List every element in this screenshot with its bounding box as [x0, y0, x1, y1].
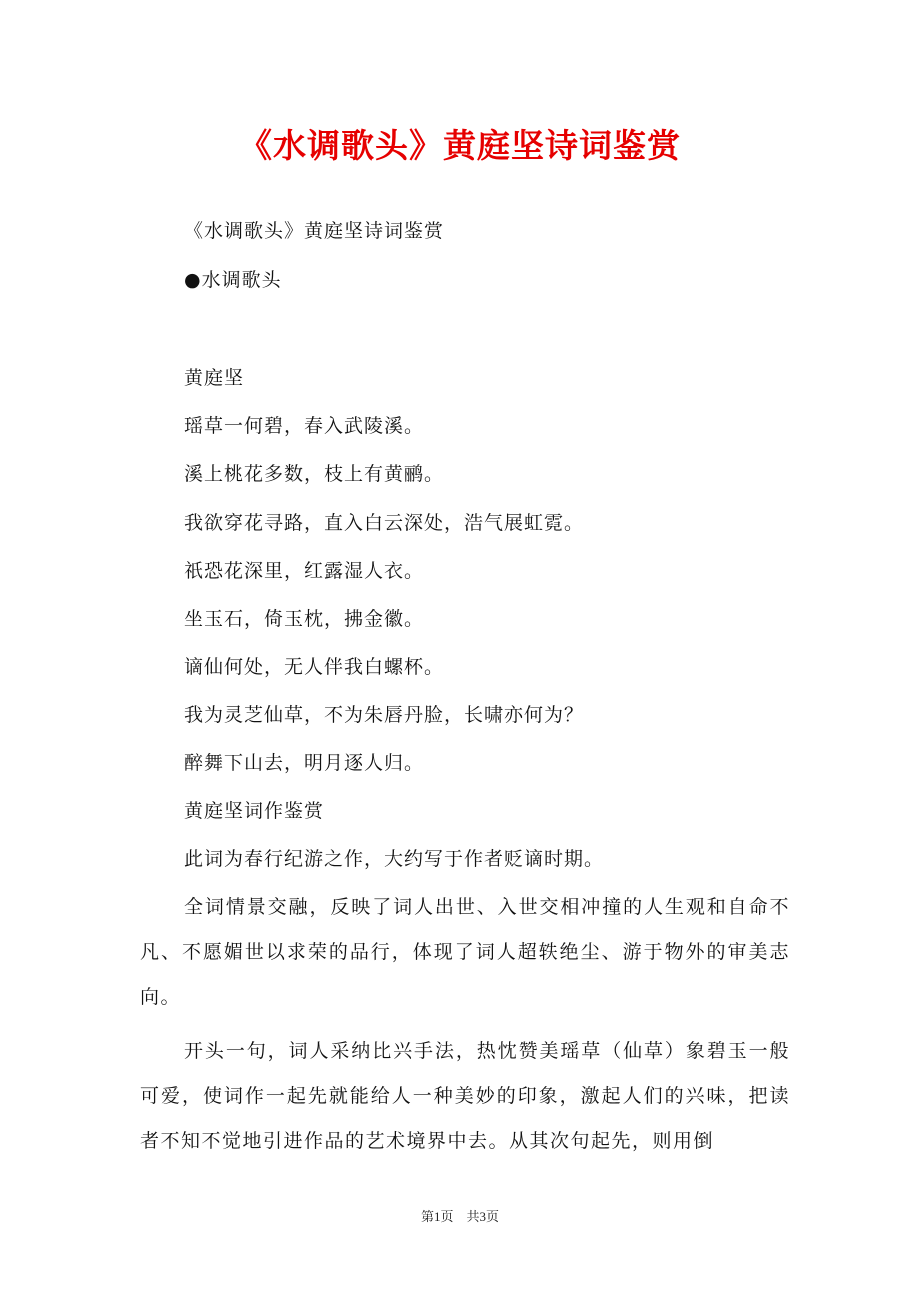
- poem-line: 溪上桃花多数，枝上有黄鹂。: [184, 463, 445, 485]
- document-title: 《水调歌头》黄庭坚诗词鉴赏: [239, 126, 681, 165]
- poem-heading: ●水调歌头: [184, 269, 282, 291]
- poem-line: 瑶草一何碧，春入武陵溪。: [184, 415, 425, 437]
- page-footer: 第1页 共3页: [420, 1209, 499, 1224]
- poem-line: 我为灵芝仙草，不为朱唇丹脸，长啸亦何为？: [184, 704, 585, 726]
- appreciation-heading: 黄庭坚词作鉴赏: [184, 800, 325, 822]
- appreciation-paragraph: 开头一句，词人采纳比兴手法，热忱赞美瑶草（仙草）象碧玉一般可爱，使词作一起先就能给人一种美妙的印象，激起人们的兴味，把读者不知不觉地引进作品的艺术境界中去。从其次句起先，则用倒: [140, 1040, 790, 1152]
- appreciation-intro: 此词为春行纪游之作，大约写于作者贬谪时期。: [184, 848, 605, 870]
- poem-line: 醉舞下山去，明月逐人归。: [184, 752, 425, 774]
- poem-line: 祇恐花深里，红露湿人衣。: [184, 560, 425, 582]
- poem-line: 谪仙何处，无人伴我白螺杯。: [184, 656, 445, 678]
- poem-line: 坐玉石，倚玉枕，拂金徽。: [184, 608, 425, 630]
- poem-author: 黄庭坚: [184, 367, 245, 389]
- subtitle-line: 《水调歌头》黄庭坚诗词鉴赏: [184, 220, 445, 242]
- appreciation-paragraph: 全词情景交融，反映了词人出世、入世交相冲撞的人生观和自命不凡、不愿媚世以求荣的品行，体现了词人超轶绝尘、游于物外的审美志向。: [140, 896, 790, 1008]
- poem-line: 我欲穿花寻路，直入白云深处，浩气展虹霓。: [184, 512, 585, 534]
